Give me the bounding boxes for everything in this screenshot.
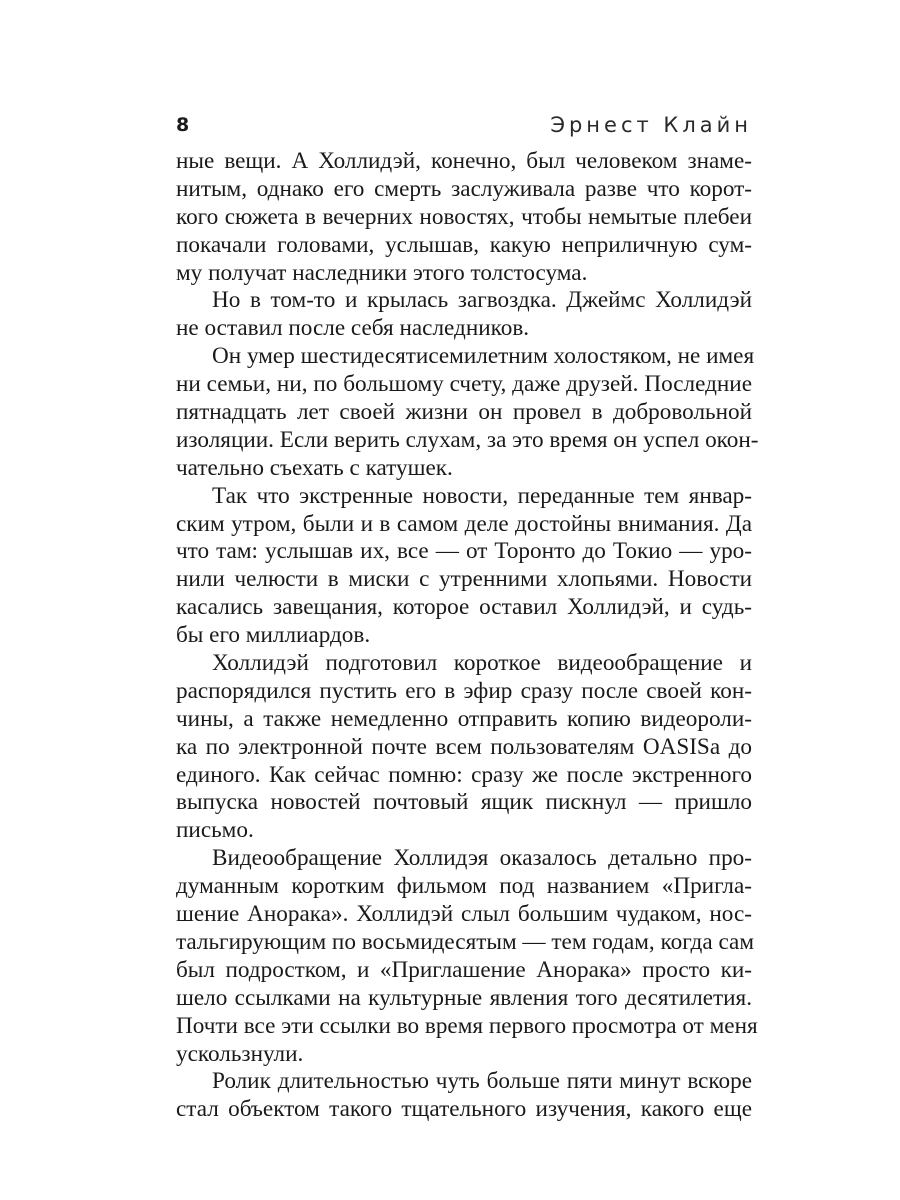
text-line: Видеообращение Холлидэя оказалось детально про- xyxy=(212,845,752,872)
text-line: му получат наследники этого толстосума. xyxy=(176,259,588,286)
text-line: думанным коротким фильмом под названием «Пригла- xyxy=(176,873,752,900)
text-line: бы его миллиардов. xyxy=(176,622,371,649)
paragraph xyxy=(176,1068,752,1124)
paragraph xyxy=(176,845,758,1068)
paragraph xyxy=(176,483,752,650)
text-line: был подростком, и «Приглашение Анорака» просто ки- xyxy=(176,956,752,983)
paragraph xyxy=(176,148,752,287)
text-line: покачали головами, услышав, какую неприличную сум- xyxy=(176,231,752,258)
body-text xyxy=(176,148,759,1124)
text-line: стал объектом такого тщательного изучения, какого еще xyxy=(176,1096,752,1123)
text-line: единого. Как сейчас помню: сразу же после экстренного xyxy=(176,761,752,788)
text-line: нитым, однако его смерть заслуживала разве что корот- xyxy=(176,175,752,202)
page-header xyxy=(176,110,752,140)
text-line: шело ссылками на культурные явления того десятилетия. xyxy=(176,984,752,1011)
text-line: что там: услышав их, все — от Торонто до Токио — уро- xyxy=(176,538,752,565)
text-line: Холлидэй подготовил короткое видеообращение и xyxy=(212,650,752,677)
text-line: касались завещания, которое оставил Холлидэй, и судь- xyxy=(176,594,752,621)
text-line: не оставил после себя наследников. xyxy=(176,315,530,342)
text-line: Ролик длительностью чуть больше пяти минут вскоре xyxy=(212,1068,752,1095)
text-line: ским утром, были и в самом деле достойны внимания. Да xyxy=(176,510,752,537)
text-line: Он умер шестидесятисемилетним холостяком, не имея xyxy=(212,343,755,370)
text-line: Так что экстренные новости, переданные тем январ- xyxy=(212,482,752,509)
text-line: ные вещи. А Холлидэй, конечно, был человеком знаме- xyxy=(176,148,752,174)
paragraph xyxy=(176,343,759,482)
text-line: шение Анорака». Холлидэй слыл большим чудаком, нос- xyxy=(176,901,752,928)
text-line: чательно съехать с катушек. xyxy=(176,454,453,481)
text-line: письмо. xyxy=(176,817,254,844)
text-line: выпуска новостей почтовый ящик пискнул — пришло xyxy=(176,789,752,816)
text-line: Но в том-то и крылась загвоздка. Джеймс Холлидэй xyxy=(212,287,752,314)
text-line: кого сюжета в вечерних новостях, чтобы немытые плебеи xyxy=(176,203,752,230)
text-line: распорядился пустить его в эфир сразу после своей кон- xyxy=(176,677,752,704)
running-head-author: Эрнест Клайн xyxy=(550,113,752,137)
text-line: ускользнули. xyxy=(176,1040,304,1067)
text-line: пятнадцать лет своей жизни он провел в добровольной xyxy=(176,399,752,426)
paragraph xyxy=(176,650,752,845)
text-line: изоляции. Если верить слухам, за это время он успел окон- xyxy=(176,426,759,453)
text-line: Почти все эти ссылки во время первого просмотра от меня xyxy=(176,1012,758,1039)
text-line: чины, а также немедленно отправить копию видеороли- xyxy=(176,705,752,732)
page-number: 8 xyxy=(176,114,190,136)
text-line: нили челюсти в миски с утренними хлопьями. Новости xyxy=(176,566,752,593)
paragraph xyxy=(176,287,752,343)
text-line: тальгирующим по восьмидесятым — тем годам, когда сам xyxy=(176,928,754,955)
text-line: ни семьи, ни, по большому счету, даже друзей. Последние xyxy=(176,371,752,398)
text-line: ка по электронной почте всем пользователям OASISа до xyxy=(176,733,752,760)
